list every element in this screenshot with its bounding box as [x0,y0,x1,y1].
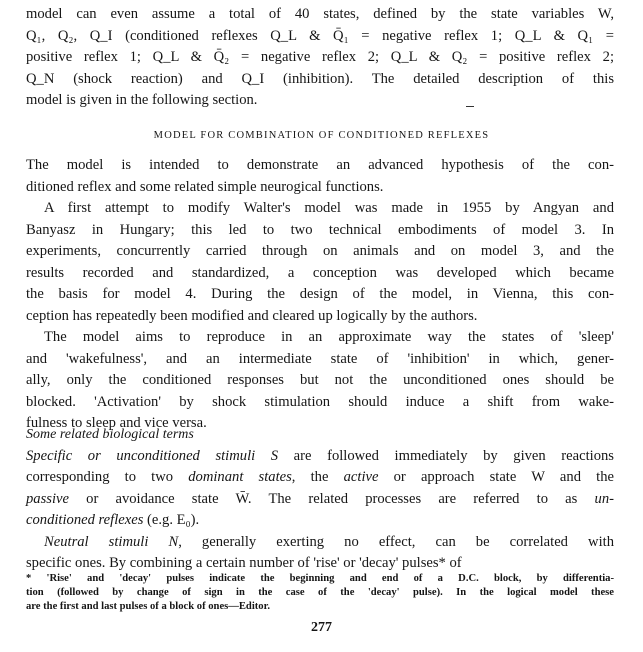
text-line [26,467,614,489]
text-line [26,446,614,468]
stray-mark [466,106,474,107]
text-run: corresponding to two [26,469,189,485]
footnote-line: * 'Rise' and 'decay' pulses indicate the beginning and end of a D.C. block, by differentia- [26,573,614,584]
section-heading: MODEL FOR COMBINATION OF CONDITIONED REFLEXES [153,130,490,141]
biological-terms-section [26,424,614,575]
text-line: model can even assume a total of 40 states, defined by the state variables W, [26,6,614,22]
text-line: experiments, concurrently carried through on animals and on model 3, and the [26,243,614,259]
footnote-line: are the first and last pulses of a block of ones—Editor. [26,601,270,612]
term: Neutral stimuli N [44,533,179,550]
text-line: positive reflex 1; Q_L & Q̄₂ = negative reflex 2; Q_L & Q₂ = positive reflex 2; [26,49,614,65]
text-line: ception has repeatedly been modified and cleared up logically by the authors. [26,307,478,324]
text-line: model is given in the following section. [26,92,258,108]
term: conditioned reflexes [26,512,144,528]
text-line [26,489,614,511]
text-run: or approach state W and the [378,469,614,485]
text-line: specific ones. By combining a certain number of 'rise' or 'decay' pulses* of [26,555,462,571]
term: un- [594,490,614,507]
text-line [26,510,614,532]
term: active [343,469,379,485]
text-line: A first attempt to modify Walter's model was made in 1955 by Angyan and [44,200,614,216]
term: passive [26,490,69,507]
text-line: The model is intended to demonstrate an advanced hypothesis of the con- [26,157,614,173]
text-run: , generally exerting no effect, can be correlated with [178,533,614,550]
text-line [26,532,614,554]
text-run: , the [291,469,344,485]
text-run: or avoidance state W̄. The related processes are referred to as [68,490,595,507]
paragraph-state-variables [26,4,614,112]
text-line: results recorded and standardized, a conception was developed which became [26,264,614,281]
text-line: and 'wakefulness', and an intermediate state of 'inhibition' in which, gener- [26,350,614,367]
text-line: Banyasz in Hungary; this led to two technical embodiments of model 3. In [26,221,614,238]
footnote-line: tion (followed by change of sign in the case of the 'decay' pulse). In the logical model these [26,587,614,598]
term: Specific or unconditioned stimuli S [26,447,279,464]
text-line: ditioned reflex and some related simple neurogical functions. [26,178,384,195]
text-line: Q₁, Q₂, Q_I (conditioned reflexes Q_L & Q̄₁ = negative reflex 1; Q_L & Q₁ = [26,27,614,44]
page-number: 277 [311,620,332,635]
text-run: are followed immediately by given reactions [278,447,614,464]
text-run: (e.g. E₀). [143,512,200,528]
text-line: blocked. 'Activation' by shock stimulation should induce a shift from wake- [26,393,614,410]
text-line: The model aims to reproduce in an approximate way the states of 'sleep' [44,329,614,345]
text-line: Q_N (shock reaction) and Q_I (inhibition). The detailed description of this [26,70,614,87]
text-line: ally, only the conditioned responses but not the unconditioned ones should be [26,372,614,388]
main-text [26,155,614,435]
term: dominant states [188,469,292,485]
text-line: fulness to sleep and vice versa. [26,415,207,431]
footnote [26,572,614,614]
text-line: the basis for model 4. During the design of the model, in Vienna, this con- [26,286,614,302]
subsection-heading: Some related biological terms [26,427,194,442]
